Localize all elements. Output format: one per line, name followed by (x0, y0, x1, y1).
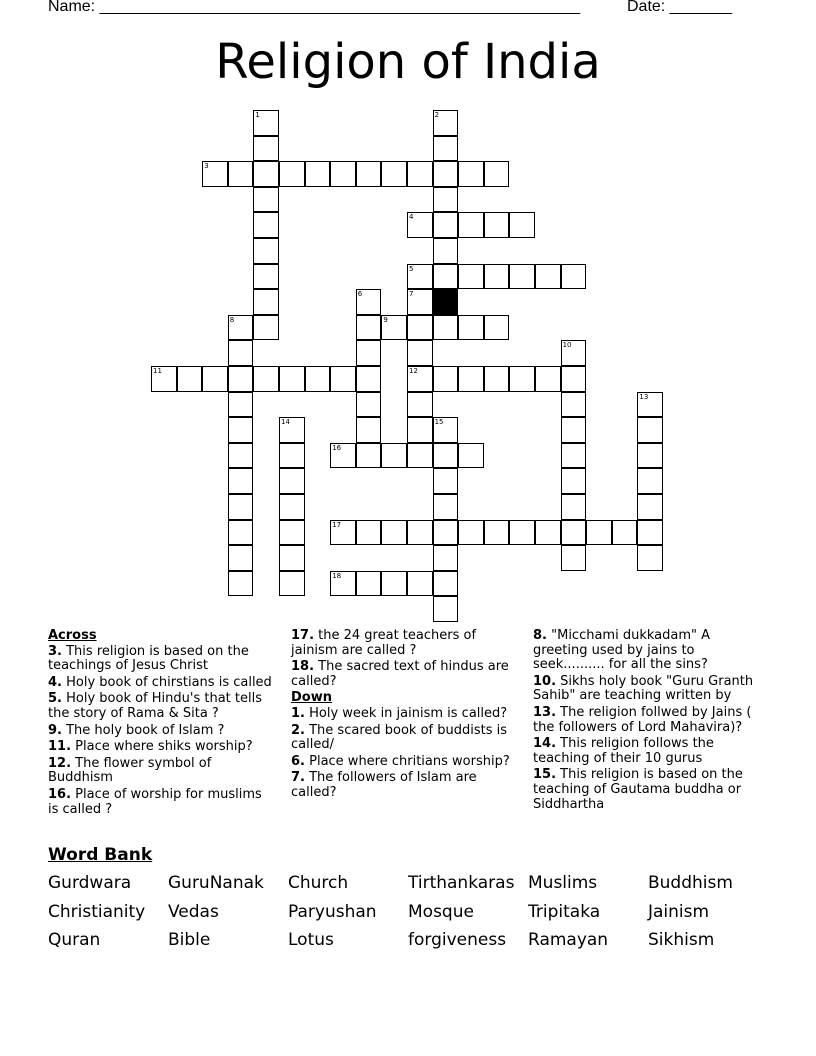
clue-item (48, 757, 273, 786)
crossword-cell[interactable] (253, 161, 279, 187)
crossword-cell[interactable] (637, 417, 663, 443)
crossword-cell[interactable] (458, 161, 484, 187)
crossword-cell[interactable] (330, 571, 356, 597)
clue-number-label: 2. (291, 722, 305, 738)
crossword-cell[interactable] (279, 520, 305, 546)
word-bank-item: GuruNanak (168, 873, 264, 893)
crossword-cell[interactable] (253, 212, 279, 238)
word-bank-item: Buddhism (648, 873, 733, 893)
crossword-cell[interactable] (535, 366, 561, 392)
clue-text: Sikhs holy book "Guru Granth Sahib" are teaching written by (533, 673, 754, 704)
word-bank-item: Gurdwara (48, 873, 132, 893)
crossword-black-cell (433, 289, 459, 315)
crossword-cell[interactable] (407, 520, 433, 546)
crossword-cell[interactable] (202, 161, 228, 187)
crossword-cell[interactable] (458, 212, 484, 238)
crossword-cell[interactable] (356, 571, 382, 597)
crossword-cell[interactable] (484, 520, 510, 546)
crossword-cell[interactable] (279, 161, 305, 187)
clue-item (533, 629, 763, 673)
clue-number: 4 (409, 213, 414, 222)
crossword-cell[interactable] (433, 520, 459, 546)
crossword-cell[interactable] (433, 187, 459, 213)
word-bank-item: Lotus (288, 930, 334, 950)
crossword-cell[interactable] (484, 366, 510, 392)
clue-text: Holy book of Hindu's that tells the story of Rama & Sita ? (48, 691, 262, 721)
clue-number-label: 16. (48, 786, 72, 802)
clue-item (48, 740, 273, 755)
crossword-cell[interactable] (433, 366, 459, 392)
crossword-cell[interactable] (535, 264, 561, 290)
crossword-cell[interactable] (305, 161, 331, 187)
crossword-cell[interactable] (381, 520, 407, 546)
clue-number-label: 14. (533, 736, 557, 752)
clue-text: The scared book of buddists is called/ (291, 722, 508, 753)
crossword-cell[interactable] (253, 136, 279, 162)
crossword-cell[interactable] (356, 161, 382, 187)
crossword-cell[interactable] (484, 212, 510, 238)
clue-item (48, 676, 273, 691)
crossword-cell[interactable] (228, 545, 254, 571)
crossword-cell[interactable] (407, 340, 433, 366)
crossword-cell[interactable] (561, 340, 587, 366)
clue-number: 10 (562, 341, 572, 350)
crossword-cell[interactable] (433, 571, 459, 597)
word-bank-item: Paryushan (288, 901, 377, 922)
crossword-cell[interactable] (279, 468, 305, 494)
crossword-cell[interactable] (279, 571, 305, 597)
crossword-cell[interactable] (509, 264, 535, 290)
crossword-cell[interactable] (330, 443, 356, 469)
word-bank-item: Jainism (648, 901, 710, 922)
crossword-cell[interactable] (433, 136, 459, 162)
word-bank-item: Mosque (408, 901, 474, 922)
crossword-cell[interactable] (279, 545, 305, 571)
crossword-cell[interactable] (484, 315, 510, 341)
clue-item (533, 737, 763, 766)
crossword-cell[interactable] (561, 417, 587, 443)
page-title: Religion of India (215, 34, 601, 90)
clues-column-3 (533, 629, 763, 814)
crossword-cell[interactable] (484, 264, 510, 290)
crossword-cell[interactable] (586, 520, 612, 546)
clue-number-label: 13. (533, 704, 557, 720)
crossword-cell[interactable] (202, 366, 228, 392)
crossword-cell[interactable] (561, 443, 587, 469)
clue-number: 5 (409, 264, 414, 273)
clue-text: the 24 great teachers of jainism are called ? (291, 628, 477, 658)
crossword-cell[interactable] (637, 392, 663, 418)
clue-item (291, 629, 521, 658)
word-bank-item: Sikhism (648, 930, 715, 950)
crossword-cell[interactable] (433, 443, 459, 469)
clue-item (48, 645, 273, 674)
clue-number: 9 (383, 315, 388, 324)
clue-number-label: 8. (533, 628, 547, 643)
crossword-cell[interactable] (561, 494, 587, 520)
word-bank-title: Word Bank (48, 845, 153, 865)
crossword-cell[interactable] (407, 443, 433, 469)
crossword-cell[interactable] (228, 571, 254, 597)
crossword-cell[interactable] (177, 366, 203, 392)
crossword-cell[interactable] (458, 366, 484, 392)
crossword-cell[interactable] (433, 212, 459, 238)
clue-text: Place of worship for muslims is called ? (48, 786, 262, 817)
crossword-cell[interactable] (253, 289, 279, 315)
crossword-cell[interactable] (228, 443, 254, 469)
clue-item (533, 768, 763, 812)
clue-number: 18 (332, 571, 342, 580)
clue-number: 17 (332, 520, 342, 529)
crossword-cell[interactable] (407, 366, 433, 392)
clue-text: Holy week in jainism is called? (304, 705, 508, 721)
crossword-cell[interactable] (356, 443, 382, 469)
clue-number-label: 1. (291, 705, 305, 721)
clue-text: The flower symbol of Buddhism (48, 755, 212, 786)
clue-text: Holy book of chirstians is called (61, 674, 272, 690)
crossword-cell[interactable] (356, 392, 382, 418)
crossword-cell[interactable] (458, 264, 484, 290)
crossword-cell[interactable] (330, 366, 356, 392)
crossword-cell[interactable] (356, 366, 382, 392)
crossword-cell[interactable] (637, 443, 663, 469)
crossword-cell[interactable] (228, 494, 254, 520)
crossword-cell[interactable] (228, 392, 254, 418)
clue-number-label: 10. (533, 673, 557, 689)
crossword-cell[interactable] (305, 366, 331, 392)
clue-text: The holy book of Islam ? (61, 722, 225, 738)
clue-number: 3 (204, 162, 209, 171)
clue-number-label: 9. (48, 722, 62, 738)
crossword-cell[interactable] (356, 289, 382, 315)
word-bank-item: Bible (168, 930, 211, 950)
crossword-cell[interactable] (228, 161, 254, 187)
clue-number-label: 7. (291, 770, 305, 786)
crossword-cell[interactable] (407, 315, 433, 341)
crossword-cell[interactable] (561, 468, 587, 494)
crossword-cell[interactable] (279, 417, 305, 443)
date-field-label: Date: _______ (627, 0, 732, 15)
word-bank-item: Tripitaka (528, 901, 601, 922)
clue-number-label: 12. (48, 755, 72, 771)
clues-column-2 (291, 629, 521, 803)
clue-text: "Micchami dukkadam" A greeting used by jains to seek.......... for all the sins? (533, 628, 711, 673)
crossword-cell[interactable] (381, 315, 407, 341)
clue-number-label: 6. (291, 753, 305, 769)
word-bank-item: forgiveness (408, 930, 507, 950)
clue-text: Place where chritians worship? (304, 753, 510, 769)
crossword-cell[interactable] (228, 520, 254, 546)
crossword-cell[interactable] (433, 417, 459, 443)
name-field-label: Name: ______________________________________________________ (48, 0, 581, 15)
word-bank-item: Church (288, 873, 349, 893)
clue-item (48, 724, 273, 739)
crossword-cell[interactable] (330, 520, 356, 546)
clue-text: The followers of Islam are called? (291, 770, 477, 800)
clue-text: The religion follwed by Jains ( the followers of Lord Mahavira)? (533, 704, 752, 735)
crossword-cell[interactable] (228, 468, 254, 494)
across-heading: Across (48, 628, 97, 643)
crossword-cell[interactable] (407, 264, 433, 290)
crossword-cell[interactable] (279, 494, 305, 520)
crossword-cell[interactable] (407, 571, 433, 597)
clue-text: This religion is based on the teachings of Jesus Christ (48, 643, 249, 674)
crossword-cell[interactable] (484, 161, 510, 187)
clue-text: This religion follows the teaching of their 10 gurus (533, 736, 714, 766)
crossword-cell[interactable] (561, 392, 587, 418)
clue-item (48, 788, 273, 817)
word-bank-item: Ramayan (528, 930, 609, 950)
clue-text: This religion is based on the teaching of Gautama buddha or Siddhartha (533, 767, 743, 812)
crossword-cell[interactable] (253, 110, 279, 136)
crossword-cell[interactable] (356, 315, 382, 341)
crossword-cell[interactable] (407, 212, 433, 238)
crossword-cell[interactable] (381, 161, 407, 187)
crossword-cell[interactable] (433, 596, 459, 622)
clue-number: 6 (357, 290, 363, 299)
crossword-cell[interactable] (433, 264, 459, 290)
crossword-cell[interactable] (151, 366, 177, 392)
crossword-cell[interactable] (612, 520, 638, 546)
crossword-cell[interactable] (458, 443, 484, 469)
crossword-cell[interactable] (253, 315, 279, 341)
clue-item (291, 755, 521, 770)
clue-number: 11 (153, 367, 162, 375)
crossword-cell[interactable] (458, 520, 484, 546)
clue-item (48, 692, 273, 721)
crossword-cell[interactable] (356, 340, 382, 366)
crossword-cell[interactable] (228, 366, 254, 392)
clue-number-label: 3. (48, 643, 62, 659)
crossword-cell[interactable] (407, 161, 433, 187)
word-bank-item: Tirthankaras (408, 873, 515, 893)
crossword-cell[interactable] (407, 392, 433, 418)
crossword-cell[interactable] (561, 520, 587, 546)
crossword-cell[interactable] (407, 417, 433, 443)
clues-column-1 (48, 629, 273, 819)
crossword-cell[interactable] (279, 443, 305, 469)
clue-item (291, 771, 521, 800)
clue-number: 8 (229, 315, 235, 324)
crossword-cell[interactable] (433, 468, 459, 494)
crossword-cell[interactable] (407, 289, 433, 315)
crossword-cell[interactable] (561, 545, 587, 571)
crossword-cell[interactable] (509, 366, 535, 392)
crossword-cell[interactable] (253, 187, 279, 213)
clue-number: 16 (332, 443, 342, 452)
crossword-cell[interactable] (381, 443, 407, 469)
clue-item (533, 675, 763, 704)
crossword-cell[interactable] (228, 340, 254, 366)
crossword-cell[interactable] (356, 520, 382, 546)
clue-text: Place where shiks worship? (71, 739, 253, 755)
word-bank-item: Muslims (528, 873, 598, 893)
crossword-cell[interactable] (458, 315, 484, 341)
clue-number: 1 (255, 111, 260, 119)
clue-item (291, 707, 521, 722)
clue-number: 15 (434, 418, 444, 427)
crossword-cell[interactable] (381, 571, 407, 597)
crossword-cell[interactable] (433, 161, 459, 187)
crossword-cell[interactable] (509, 520, 535, 546)
clue-number-label: 17. (291, 628, 315, 643)
crossword-cell[interactable] (253, 264, 279, 290)
clue-number: 7 (409, 290, 414, 299)
clue-number: 2 (434, 111, 440, 119)
clue-item (533, 706, 763, 735)
crossword-cell[interactable] (561, 366, 587, 392)
clue-number: 13 (639, 392, 649, 401)
crossword-cell[interactable] (433, 110, 459, 136)
crossword-cell[interactable] (228, 417, 254, 443)
clue-number-label: 15. (533, 767, 557, 783)
crossword-cell[interactable] (433, 315, 459, 341)
crossword-cell[interactable] (228, 315, 254, 341)
clue-item (291, 660, 521, 689)
clue-number-label: 18. (291, 659, 315, 675)
crossword-cell[interactable] (433, 494, 459, 520)
crossword-cell[interactable] (637, 494, 663, 520)
crossword-cell[interactable] (561, 264, 587, 290)
down-heading: Down (291, 690, 332, 706)
crossword-cell[interactable] (356, 417, 382, 443)
crossword-cell[interactable] (509, 212, 535, 238)
crossword-cell[interactable] (433, 545, 459, 571)
crossword-cell[interactable] (637, 520, 663, 546)
clue-item (291, 724, 521, 753)
clue-number: 14 (281, 418, 290, 427)
clue-number-label: 5. (48, 691, 62, 707)
crossword-cell[interactable] (279, 366, 305, 392)
word-bank-item: Christianity (48, 901, 146, 922)
clue-text: The sacred text of hindus are called? (291, 659, 509, 689)
crossword-cell[interactable] (637, 545, 663, 571)
crossword-cell[interactable] (330, 161, 356, 187)
clue-number-label: 4. (48, 674, 62, 690)
crossword-cell[interactable] (253, 238, 279, 264)
crossword-cell[interactable] (253, 366, 279, 392)
crossword-cell[interactable] (535, 520, 561, 546)
word-bank-item: Vedas (168, 901, 219, 922)
crossword-cell[interactable] (637, 468, 663, 494)
word-bank-item: Quran (48, 930, 101, 950)
clue-number: 12 (409, 367, 418, 375)
crossword-cell[interactable] (433, 238, 459, 264)
clue-number-label: 11. (48, 739, 72, 755)
